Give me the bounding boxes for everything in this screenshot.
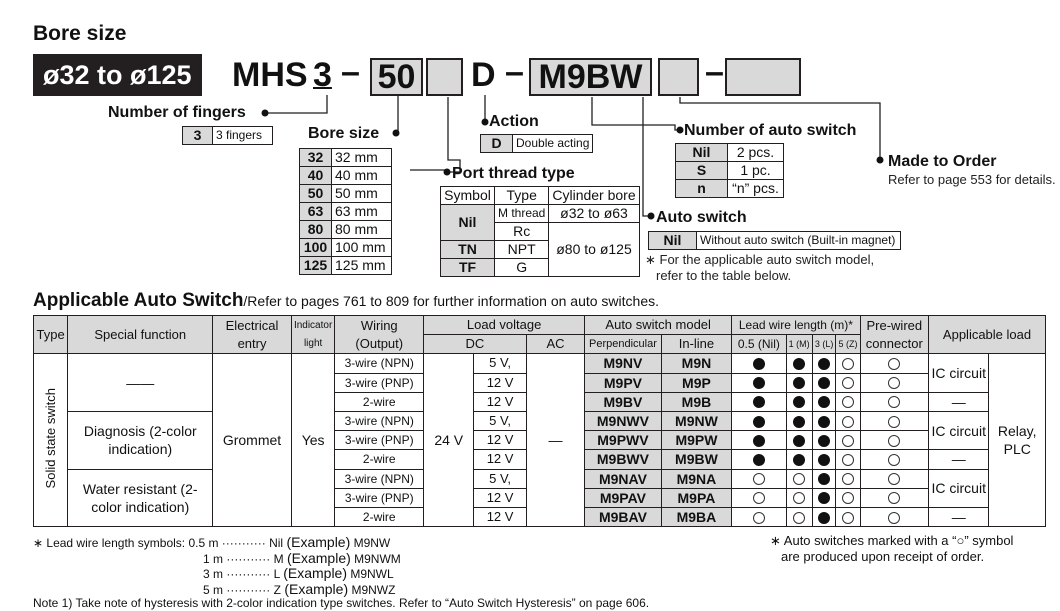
standard-dot-icon bbox=[753, 358, 765, 370]
lead-cell bbox=[812, 488, 836, 507]
port-bore-large: ø80 to ø125 bbox=[549, 223, 639, 277]
fingers-label: Number of fingers bbox=[108, 104, 246, 121]
lead-cell bbox=[836, 508, 860, 527]
lead-cell bbox=[786, 508, 812, 527]
order-circle-icon bbox=[753, 512, 765, 524]
port-tf: TF bbox=[441, 259, 495, 277]
inline-model: M9BW bbox=[661, 450, 731, 469]
order-circle-icon bbox=[888, 358, 900, 370]
fingers-code: 3 bbox=[183, 127, 213, 145]
order-circle-icon bbox=[842, 492, 854, 504]
num-switch-desc: 2 pcs. bbox=[728, 144, 784, 162]
applicable-title bbox=[33, 290, 659, 312]
col-inline: In-line bbox=[661, 335, 731, 354]
lead-cell bbox=[836, 412, 860, 431]
lead-cell bbox=[812, 354, 836, 373]
perp-model: M9PWV bbox=[585, 431, 662, 450]
bore-code: 63 bbox=[300, 203, 332, 221]
order-circle-icon bbox=[793, 492, 805, 504]
lead-cell bbox=[732, 431, 786, 450]
order-circle-icon bbox=[842, 358, 854, 370]
wiring-value: 2-wire bbox=[335, 450, 424, 469]
col-entry: Electrical entry bbox=[213, 316, 292, 354]
load-dash: — bbox=[929, 392, 989, 411]
ex-val-4: M9NWZ bbox=[351, 582, 396, 597]
order-footnote bbox=[770, 533, 1013, 565]
order-circle-icon bbox=[842, 435, 854, 447]
port-header-bore: Cylinder bore bbox=[549, 187, 639, 205]
standard-dot-icon bbox=[818, 358, 830, 370]
lead-cell bbox=[812, 373, 836, 392]
load-dash: — bbox=[929, 508, 989, 527]
action-table bbox=[480, 134, 593, 153]
num-switch-table bbox=[675, 143, 784, 198]
auto-switch-desc: Without auto switch (Built-in magnet) bbox=[697, 232, 901, 250]
mto-label: Made to Order bbox=[888, 153, 997, 170]
perp-model: M9PAV bbox=[585, 488, 662, 507]
mto-note: Refer to page 553 for details. bbox=[888, 172, 1056, 187]
fingers-desc: 3 fingers bbox=[213, 127, 273, 145]
num-switch-code: S bbox=[676, 162, 728, 180]
order-circle-icon bbox=[888, 377, 900, 389]
load-ic: IC circuit bbox=[929, 412, 989, 450]
fingers-table bbox=[182, 126, 273, 145]
inline-model: M9BA bbox=[661, 508, 731, 527]
port-g: G bbox=[495, 259, 549, 277]
standard-dot-icon bbox=[793, 358, 805, 370]
note-1: Note 1) Take note of hysteresis with 2-color indication type switches. Refer to “Auto Switch Hysteresis” on page 606. bbox=[33, 596, 650, 610]
standard-dot-icon bbox=[753, 416, 765, 428]
order-circle-icon bbox=[842, 473, 854, 485]
standard-dot-icon bbox=[818, 473, 830, 485]
order-circle-icon bbox=[888, 454, 900, 466]
lead-cell bbox=[836, 373, 860, 392]
inline-model: M9PW bbox=[661, 431, 731, 450]
auto-switch-note-1: ∗ For the applicable auto switch model, bbox=[645, 252, 875, 267]
bore-code: 80 bbox=[300, 221, 332, 239]
order-circle-icon bbox=[842, 416, 854, 428]
inline-model: M9N bbox=[661, 354, 731, 373]
perp-model: M9NAV bbox=[585, 469, 662, 488]
model-dash-2: – bbox=[505, 53, 524, 91]
lead-cell bbox=[836, 469, 860, 488]
order-circle-icon bbox=[793, 473, 805, 485]
standard-dot-icon bbox=[793, 454, 805, 466]
wiring-value: 2-wire bbox=[335, 392, 424, 411]
load-relay: Relay, PLC bbox=[989, 354, 1046, 527]
standard-dot-icon bbox=[818, 435, 830, 447]
num-switch-desc: 1 pc. bbox=[728, 162, 784, 180]
perp-model: M9BV bbox=[585, 392, 662, 411]
action-desc: Double acting bbox=[513, 135, 593, 153]
wiring-value: 3-wire (NPN) bbox=[335, 412, 424, 431]
perp-model: M9BAV bbox=[585, 508, 662, 527]
inline-model: M9P bbox=[661, 373, 731, 392]
standard-dot-icon bbox=[818, 454, 830, 466]
prewired-cell bbox=[860, 488, 928, 507]
ex-2: (Example) bbox=[286, 549, 351, 566]
lead-cell bbox=[812, 392, 836, 411]
lead-cell bbox=[836, 488, 860, 507]
lead-m: 1 m ··········· M bbox=[203, 551, 284, 566]
lead-cell bbox=[732, 373, 786, 392]
ex-val-3: M9NWL bbox=[350, 567, 394, 581]
lead-cell bbox=[732, 450, 786, 469]
prewired-cell bbox=[860, 373, 928, 392]
num-switch-label: Number of auto switch bbox=[684, 122, 857, 139]
dc-value: 12 V bbox=[474, 508, 526, 527]
perp-model: M9PV bbox=[585, 373, 662, 392]
ex-4: (Example) bbox=[284, 580, 349, 597]
bore-desc: 40 mm bbox=[332, 167, 392, 185]
standard-dot-icon bbox=[818, 377, 830, 389]
lead-cell bbox=[732, 412, 786, 431]
action-label: Action bbox=[489, 113, 539, 130]
order-circle-icon bbox=[888, 416, 900, 428]
col-app-load: Applicable load bbox=[929, 316, 1046, 354]
bore-code: 50 bbox=[300, 185, 332, 203]
model-dash-3: – bbox=[705, 53, 724, 91]
auto-switch-table bbox=[648, 231, 901, 250]
standard-dot-icon bbox=[793, 377, 805, 389]
model-bore-box: 50 bbox=[370, 58, 423, 96]
perp-model: M9NV bbox=[585, 354, 662, 373]
dc-value: 12 V bbox=[474, 392, 526, 411]
col-indicator: Indicator light bbox=[291, 316, 335, 354]
auto-switch-code: Nil bbox=[649, 232, 697, 250]
inline-model: M9NA bbox=[661, 469, 731, 488]
bore-code: 32 bbox=[300, 149, 332, 167]
order-circle-icon bbox=[842, 454, 854, 466]
lead-cell bbox=[732, 469, 786, 488]
col-l3: 3 (L) bbox=[812, 335, 836, 354]
col-perp: Perpendicular bbox=[585, 335, 662, 354]
standard-dot-icon bbox=[793, 435, 805, 447]
applicable-title-text: Applicable Auto Switch bbox=[33, 290, 244, 311]
standard-dot-icon bbox=[753, 454, 765, 466]
lead-cell bbox=[786, 373, 812, 392]
dc-24v: 24 V bbox=[424, 354, 474, 527]
inline-model: M9NW bbox=[661, 412, 731, 431]
dc-value: 12 V bbox=[474, 488, 526, 507]
port-header-type: Type bbox=[495, 187, 549, 205]
switch-row bbox=[34, 354, 1046, 373]
col-dc: DC bbox=[424, 335, 527, 354]
indicator-value: Yes bbox=[291, 354, 335, 527]
col-l5: 5 (Z) bbox=[836, 335, 860, 354]
bore-table bbox=[299, 148, 392, 275]
order-circle-icon bbox=[842, 396, 854, 408]
port-rc: Rc bbox=[495, 223, 549, 241]
prewired-cell bbox=[860, 392, 928, 411]
dc-value: 5 V, bbox=[474, 412, 526, 431]
load-dash: — bbox=[929, 450, 989, 469]
col-load-voltage: Load voltage bbox=[424, 316, 585, 335]
bore-code: 100 bbox=[300, 239, 332, 257]
port-table bbox=[440, 186, 640, 277]
ex-val-1: M9NW bbox=[353, 536, 391, 550]
entry-value: Grommet bbox=[213, 354, 292, 527]
standard-dot-icon bbox=[753, 377, 765, 389]
standard-dot-icon bbox=[818, 492, 830, 504]
order-circle-icon bbox=[888, 435, 900, 447]
dc-value: 5 V, bbox=[474, 354, 526, 373]
col-l05: 0.5 (Nil) bbox=[732, 335, 786, 354]
lead-cell bbox=[836, 450, 860, 469]
order-circle-icon bbox=[888, 512, 900, 524]
order-circle-icon bbox=[888, 492, 900, 504]
wiring-value: 3-wire (PNP) bbox=[335, 431, 424, 450]
model-switch-box: M9BW bbox=[529, 58, 652, 96]
lead-cell bbox=[836, 354, 860, 373]
model-fingers: 3 bbox=[313, 56, 332, 94]
order-note-1: ∗ Auto switches marked with a “○” symbol bbox=[770, 533, 1014, 548]
lead-cell bbox=[812, 508, 836, 527]
num-switch-code: Nil bbox=[676, 144, 728, 162]
bore-label: Bore size bbox=[308, 125, 380, 142]
lead-cell bbox=[732, 508, 786, 527]
col-wiring: Wiring (Output) bbox=[335, 316, 424, 354]
model-port-box bbox=[426, 58, 463, 96]
col-lead: Lead wire length (m)* bbox=[732, 316, 860, 335]
port-tn: TN bbox=[441, 241, 495, 259]
standard-dot-icon bbox=[818, 512, 830, 524]
bore-desc: 50 mm bbox=[332, 185, 392, 203]
special-function: Diagnosis (2-color indication) bbox=[68, 412, 213, 470]
prewired-cell bbox=[860, 469, 928, 488]
type-cell bbox=[34, 354, 68, 527]
port-npt: NPT bbox=[495, 241, 549, 259]
standard-dot-icon bbox=[793, 396, 805, 408]
wiring-value: 3-wire (PNP) bbox=[335, 373, 424, 392]
dc-value: 5 V, bbox=[474, 469, 526, 488]
auto-switch-label: Auto switch bbox=[656, 209, 747, 226]
standard-dot-icon bbox=[818, 416, 830, 428]
bore-desc: 32 mm bbox=[332, 149, 392, 167]
lead-cell bbox=[836, 392, 860, 411]
dc-value: 12 V bbox=[474, 373, 526, 392]
lead-z: 5 m ··········· Z bbox=[203, 582, 281, 597]
port-label: Port thread type bbox=[452, 165, 575, 182]
auto-switch-note-2: refer to the table below. bbox=[656, 268, 792, 283]
model-prefix: MHS bbox=[232, 56, 308, 94]
bore-desc: 63 mm bbox=[332, 203, 392, 221]
lead-cell bbox=[786, 354, 812, 373]
col-prewired: Pre-wired connector bbox=[860, 316, 928, 354]
bore-desc: 100 mm bbox=[332, 239, 392, 257]
ex-3: (Example) bbox=[283, 565, 347, 581]
standard-dot-icon bbox=[753, 435, 765, 447]
bore-desc: 125 mm bbox=[332, 257, 392, 275]
dc-value: 12 V bbox=[474, 431, 526, 450]
perp-model: M9BWV bbox=[585, 450, 662, 469]
special-function: —— bbox=[68, 354, 213, 412]
wiring-value: 2-wire bbox=[335, 508, 424, 527]
applicable-subtitle: /Refer to pages 761 to 809 for further information on auto switches. bbox=[243, 293, 659, 309]
load-ic: IC circuit bbox=[929, 469, 989, 507]
lead-cell bbox=[786, 392, 812, 411]
prewired-cell bbox=[860, 354, 928, 373]
bore-code: 125 bbox=[300, 257, 332, 275]
load-ic: IC circuit bbox=[929, 354, 989, 392]
model-count-box bbox=[658, 58, 699, 96]
wiring-value: 3-wire (PNP) bbox=[335, 488, 424, 507]
inline-model: M9PA bbox=[661, 488, 731, 507]
ex-val-2: M9NWM bbox=[354, 551, 401, 566]
perp-model: M9NWV bbox=[585, 412, 662, 431]
special-function: Water resistant (2-color indication) bbox=[68, 469, 213, 527]
applicable-table bbox=[33, 315, 1046, 527]
model-dash-1: – bbox=[341, 53, 360, 91]
num-switch-desc: “n” pcs. bbox=[728, 180, 784, 198]
bore-desc: 80 mm bbox=[332, 221, 392, 239]
lead-cell bbox=[812, 450, 836, 469]
wiring-value: 3-wire (NPN) bbox=[335, 469, 424, 488]
type-value: Solid state switch bbox=[42, 387, 58, 488]
col-l1: 1 (M) bbox=[786, 335, 812, 354]
order-circle-icon bbox=[842, 377, 854, 389]
port-bore-small: ø32 to ø63 bbox=[549, 205, 639, 223]
inline-model: M9B bbox=[661, 392, 731, 411]
dc-value: 12 V bbox=[474, 450, 526, 469]
ex-1: (Example) bbox=[286, 534, 351, 550]
col-ac: AC bbox=[526, 335, 584, 354]
col-type: Type bbox=[34, 316, 68, 354]
prewired-cell bbox=[860, 412, 928, 431]
port-m-thread: M thread bbox=[495, 205, 549, 223]
order-note-2: are produced upon receipt of order. bbox=[781, 549, 985, 564]
standard-dot-icon bbox=[818, 396, 830, 408]
lead-cell bbox=[812, 412, 836, 431]
lead-cell bbox=[786, 412, 812, 431]
order-circle-icon bbox=[888, 473, 900, 485]
standard-dot-icon bbox=[793, 416, 805, 428]
page-title: Bore size bbox=[33, 22, 127, 45]
lead-cell bbox=[732, 488, 786, 507]
order-circle-icon bbox=[793, 512, 805, 524]
bore-range-banner: ø32 to ø125 bbox=[33, 54, 202, 96]
action-code: D bbox=[481, 135, 513, 153]
lead-footnote bbox=[33, 535, 401, 597]
model-action: D bbox=[471, 56, 496, 94]
col-special: Special function bbox=[68, 316, 213, 354]
lead-cell bbox=[786, 450, 812, 469]
lead-cell bbox=[812, 431, 836, 450]
col-model: Auto switch model bbox=[585, 316, 732, 335]
lead-cell bbox=[812, 469, 836, 488]
order-circle-icon bbox=[753, 492, 765, 504]
lead-cell bbox=[732, 354, 786, 373]
standard-dot-icon bbox=[753, 396, 765, 408]
port-header-symbol: Symbol bbox=[441, 187, 495, 205]
lead-cell bbox=[786, 431, 812, 450]
prewired-cell bbox=[860, 508, 928, 527]
wiring-value: 3-wire (NPN) bbox=[335, 354, 424, 373]
order-circle-icon bbox=[888, 396, 900, 408]
model-mto-box bbox=[725, 58, 801, 96]
bore-code: 40 bbox=[300, 167, 332, 185]
lead-cell bbox=[836, 431, 860, 450]
order-circle-icon bbox=[753, 473, 765, 485]
order-circle-icon bbox=[842, 512, 854, 524]
lead-cell bbox=[786, 469, 812, 488]
lead-cell bbox=[786, 488, 812, 507]
lead-l: 3 m ··········· L bbox=[203, 567, 280, 581]
ac-value: — bbox=[526, 354, 584, 527]
port-nil: Nil bbox=[441, 205, 495, 241]
lead-cell bbox=[732, 392, 786, 411]
num-switch-code: n bbox=[676, 180, 728, 198]
prewired-cell bbox=[860, 450, 928, 469]
lead-nil: ∗ Lead wire length symbols: 0.5 m ··········· Nil bbox=[33, 536, 284, 550]
prewired-cell bbox=[860, 431, 928, 450]
